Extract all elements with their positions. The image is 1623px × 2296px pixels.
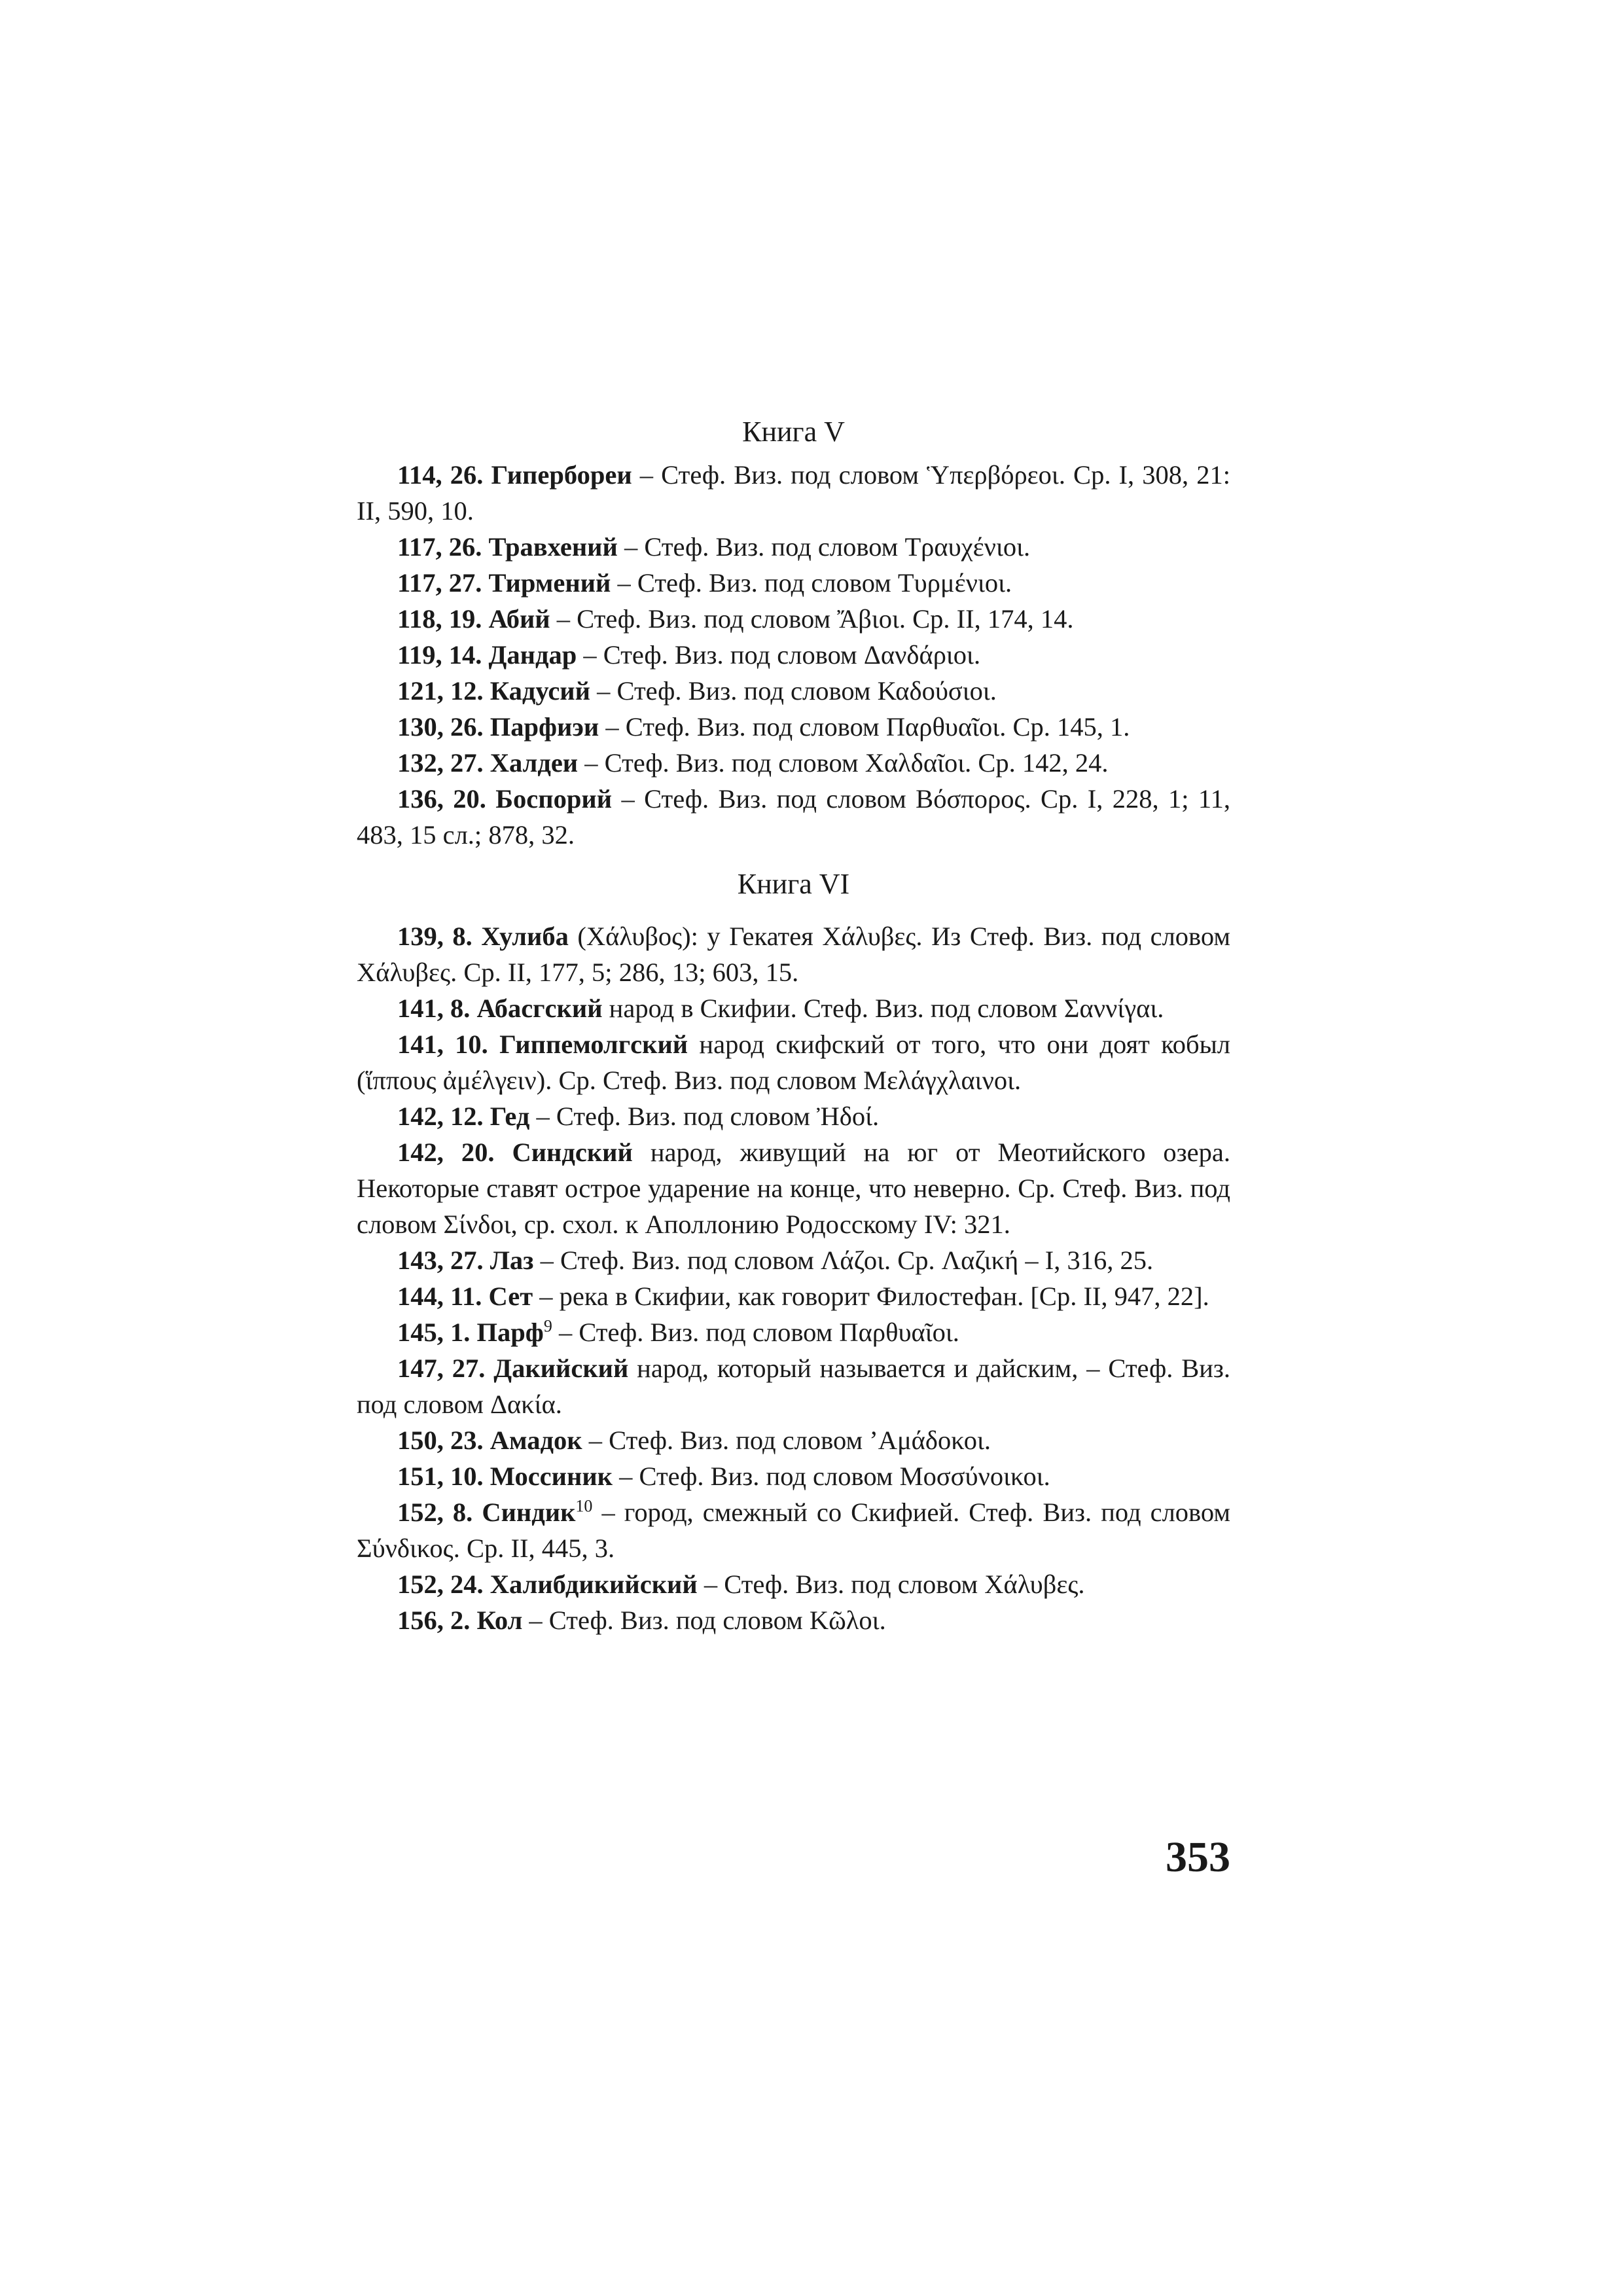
entry bbox=[357, 1350, 1230, 1422]
entry-headword: Абий bbox=[488, 604, 550, 634]
entry-headword: Синдик bbox=[482, 1498, 576, 1527]
section-book-5 bbox=[357, 457, 1230, 853]
entry-text: – Стеф. Виз. под словом Χάλυβες. bbox=[697, 1570, 1085, 1599]
entry bbox=[357, 1278, 1230, 1314]
entry-headword: Кадусий bbox=[490, 676, 590, 706]
entry bbox=[357, 1422, 1230, 1458]
entry-text: – Стеф. Виз. под словом Ἠδοί. bbox=[529, 1102, 880, 1131]
entry-ref: 117, 27. bbox=[397, 568, 482, 598]
entry-headword: Амадок bbox=[490, 1426, 582, 1455]
entry-ref: 136, 20. bbox=[397, 784, 486, 814]
entry-ref: 144, 11. bbox=[397, 1282, 482, 1311]
entry-ref: 147, 27. bbox=[397, 1354, 486, 1383]
entry-text: – Стеф. Виз. под словом Βόσπορος. Ср. I, 228, 1; 11, 483, 15 сл.; 878, 32. bbox=[357, 784, 1231, 850]
entry-headword: Гиппемолгский bbox=[499, 1030, 688, 1059]
entry bbox=[357, 565, 1230, 601]
entry-ref: 150, 23. bbox=[397, 1426, 484, 1455]
entry-text: народ, который называется и дайским, – Стеф. Виз. под словом Δακία. bbox=[357, 1354, 1231, 1419]
entry-headword: Гед bbox=[490, 1102, 530, 1131]
entry-headword: Парфиэи bbox=[490, 712, 599, 742]
entry-ref: 152, 24. bbox=[397, 1570, 484, 1599]
entry bbox=[357, 673, 1230, 709]
entry-headword: Лаз bbox=[490, 1246, 534, 1275]
entry-headword: Парф bbox=[476, 1318, 544, 1347]
entry-ref: 156, 2. bbox=[397, 1605, 471, 1635]
entry-text: народ в Скифии. Стеф. Виз. под словом Σαννίγαι. bbox=[602, 994, 1164, 1023]
entry-headword: Гипербореи bbox=[491, 460, 632, 490]
entry-headword: Дакийский bbox=[493, 1354, 629, 1383]
entry bbox=[357, 781, 1230, 853]
footnote-marker: 10 bbox=[575, 1496, 593, 1516]
entry-text: – Стеф. Виз. под словом Παρθυαῖοι. Ср. 145, 1. bbox=[599, 712, 1130, 742]
entry-text: – Стеф. Виз. под словом Λάζοι. Ср. Λαζική – I, 316, 25. bbox=[533, 1246, 1154, 1275]
entry-text: народ, живущий на юг от Меотийского озера. Некоторые ставят острое ударение на конце, что неверно. Ср. Стеф. Виз. под словом Σίνδοι, ср. схол. к Аполлонию Родосскому IV: 321. bbox=[357, 1138, 1231, 1239]
entry-text: – Стеф. Виз. под словом Μοσσύνοικοι. bbox=[612, 1462, 1050, 1491]
entry bbox=[357, 1134, 1230, 1242]
entry-headword: Халибдикийский bbox=[490, 1570, 698, 1599]
entry-ref: 151, 10. bbox=[397, 1462, 484, 1491]
entry bbox=[357, 1026, 1230, 1098]
entry-headword: Кол bbox=[476, 1605, 523, 1635]
entry-ref: 143, 27. bbox=[397, 1246, 484, 1275]
entry-text: – Стеф. Виз. под словом Παρθυαῖοι. bbox=[552, 1318, 959, 1347]
entry-ref: 152, 8. bbox=[397, 1498, 473, 1527]
entry bbox=[357, 1314, 1230, 1350]
entry-ref: 114, 26. bbox=[397, 460, 484, 490]
entry-text: – Стеф. Виз. под словом Ἄβιοι. Ср. II, 174, 14. bbox=[550, 604, 1074, 634]
section-title-book-5: Книга V bbox=[742, 416, 845, 448]
entry bbox=[357, 990, 1230, 1026]
entry-headword: Сет bbox=[488, 1282, 533, 1311]
entry-text: – Стеф. Виз. под словом Κῶλοι. bbox=[522, 1605, 886, 1635]
entry-text: – Стеф. Виз. под словом Ὑπερβόρεοι. Ср. I, 308, 21: II, 590, 10. bbox=[357, 460, 1230, 526]
entry bbox=[357, 918, 1230, 990]
entry-text: – Стеф. Виз. под словом Χαλδαῖοι. Ср. 142, 24. bbox=[578, 748, 1109, 778]
entry-ref: 142, 12. bbox=[397, 1102, 484, 1131]
entry-headword: Боспорий bbox=[495, 784, 613, 814]
entry-text: – Стеф. Виз. под словом Δανδάριοι. bbox=[577, 640, 981, 670]
entry-ref: 118, 19. bbox=[397, 604, 482, 634]
entry-text: – река в Скифии, как говорит Филостефан. [Ср. II, 947, 22]. bbox=[533, 1282, 1209, 1311]
entry-ref: 117, 26. bbox=[397, 532, 482, 562]
entry-ref: 132, 27. bbox=[397, 748, 484, 778]
entry bbox=[357, 1566, 1230, 1602]
entry-ref: 139, 8. bbox=[397, 922, 473, 951]
entry-headword: Хулиба bbox=[481, 922, 569, 951]
section-book-6 bbox=[357, 918, 1230, 1638]
entry-ref: 119, 14. bbox=[397, 640, 482, 670]
entry-headword: Халдеи bbox=[490, 748, 579, 778]
entry bbox=[357, 745, 1230, 781]
entry bbox=[357, 1602, 1230, 1638]
footnote-marker: 9 bbox=[543, 1316, 552, 1336]
entry-text: народ скифский от того, что они доят кобыл (ἵππους ἀμέλγειν). Ср. Стеф. Виз. под словом Μελάγχλαινοι. bbox=[357, 1030, 1231, 1095]
entry-ref: 141, 10. bbox=[397, 1030, 488, 1059]
entry-headword: Травхений bbox=[488, 532, 618, 562]
page-body bbox=[357, 412, 1230, 1638]
entry-headword: Дандар bbox=[488, 640, 577, 670]
entry bbox=[357, 709, 1230, 745]
entry bbox=[357, 601, 1230, 637]
entry-headword: Тирмений bbox=[488, 568, 611, 598]
entry-headword: Моссиник bbox=[490, 1462, 613, 1491]
entry bbox=[357, 1242, 1230, 1278]
entry-ref: 141, 8. bbox=[397, 994, 471, 1023]
entry bbox=[357, 637, 1230, 673]
entry-text: – Стеф. Виз. под словом Τραυχένιοι. bbox=[617, 532, 1031, 562]
entry-ref: 142, 20. bbox=[397, 1138, 495, 1167]
page-number: 353 bbox=[1166, 1833, 1230, 1881]
entry bbox=[357, 1098, 1230, 1134]
entry-ref: 145, 1. bbox=[397, 1318, 471, 1347]
entry-headword: Абасгский bbox=[476, 994, 603, 1023]
section-title-book-6: Книга VI bbox=[737, 868, 850, 900]
entry-text: (Χάλυβος): у Гекатея Χάλυβες. Из Стеф. Виз. под словом Χάλυβες. Ср. II, 177, 5; 286, 13; 603, 15. bbox=[357, 922, 1231, 987]
entry-ref: 130, 26. bbox=[397, 712, 484, 742]
entry-headword: Синдский bbox=[512, 1138, 633, 1167]
entry-ref: 121, 12. bbox=[397, 676, 484, 706]
entry-text: – Стеф. Виз. под словом ’Αμάδοκοι. bbox=[582, 1426, 991, 1455]
entry-text: – город, смежный со Скифией. Стеф. Виз. под словом Σύνδικος. Ср. II, 445, 3. bbox=[357, 1498, 1230, 1563]
entry-text: – Стеф. Виз. под словом Καδούσιοι. bbox=[590, 676, 997, 706]
entry bbox=[357, 457, 1230, 529]
entry bbox=[357, 529, 1230, 565]
entry-text: – Стеф. Виз. под словом Τυρμένιοι. bbox=[611, 568, 1012, 598]
entry bbox=[357, 1494, 1230, 1566]
entry bbox=[357, 1458, 1230, 1494]
